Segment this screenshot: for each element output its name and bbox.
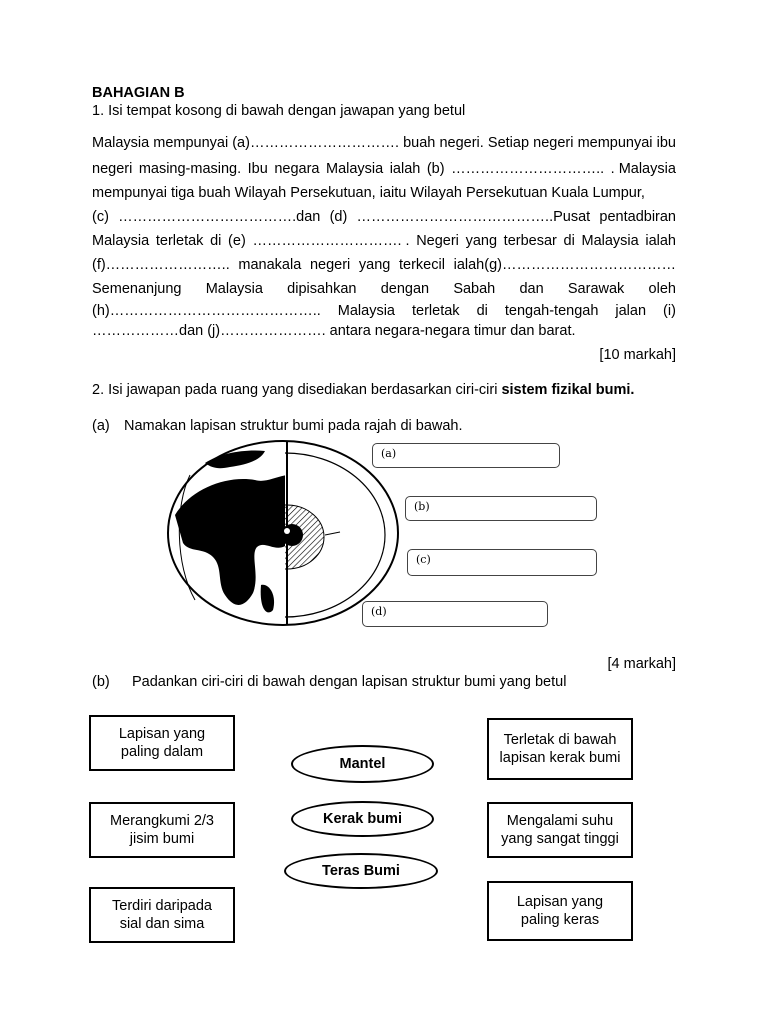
q1-word: ………………………….. — [451, 161, 605, 177]
q1-line-1 — [92, 134, 676, 152]
q1-line-4 — [92, 208, 676, 226]
q1-word: Malaysia — [325, 161, 384, 177]
q1-word: negara — [274, 161, 320, 177]
part-b-label: (b) — [92, 674, 110, 690]
diagram-label-b: (b) — [405, 496, 597, 521]
q1-word: negeri. — [439, 135, 484, 151]
q1-word: negeri — [92, 161, 133, 177]
q2-instruction-text: 2. Isi jawapan pada ruang yang disediakan berdasarkan ciri-ciri — [92, 382, 502, 398]
diagram-label-c: (c) — [407, 549, 597, 576]
q2-instruction — [92, 381, 634, 399]
right-box-2 — [487, 802, 633, 858]
q1-line-7 — [92, 280, 676, 298]
q1-line-3: mempunyai tiga buah Wilayah Persekutuan, iaitu Wilayah Persekutuan Kuala Lumpur, — [92, 185, 645, 201]
section-title: BAHAGIAN B — [92, 85, 185, 101]
oval-mantel: Mantel — [291, 745, 434, 783]
diagram-label-d: (d) — [362, 601, 548, 627]
q1-word: ……………………………….dan — [118, 209, 321, 225]
q1-word: Malaysia — [92, 233, 150, 249]
right-box-3 — [487, 881, 633, 941]
q1-line-2 — [92, 160, 676, 178]
q1-instruction: 1. Isi tempat kosong di bawah dengan jawapan yang betul — [92, 103, 466, 119]
q1-word: …………………………………..Pusat — [356, 209, 591, 225]
q1-word: mempunyai — [577, 135, 653, 151]
q1-word: masing-masing. — [138, 161, 242, 177]
right-box-1-text: Terletak di bawah lapisan kerak bumi — [499, 732, 621, 766]
q1-line-6 — [92, 256, 676, 274]
q1-word: Malaysia mempunyai (a)…………………………. — [92, 135, 399, 151]
q1-word: Negeri — [416, 233, 459, 249]
part-a-text: Namakan lapisan struktur bumi pada rajah di bawah. — [124, 418, 463, 434]
diagram-label-a: (a) — [372, 443, 560, 468]
q1-word: Malaysia — [581, 233, 639, 249]
q1-word: Malaysia — [205, 281, 263, 297]
q2-instruction-bold: sistem fizikal bumi. — [501, 382, 635, 398]
q1-word: (b) — [426, 161, 445, 177]
q1-line-9: ………………dan (j)…………………. antara negara-negara timur dan barat. — [92, 323, 576, 339]
q1-word: pentadbiran — [599, 209, 676, 225]
right-box-3-text: Lapisan yang paling keras — [516, 894, 604, 928]
q1-word: yang — [465, 233, 498, 249]
q1-word: Semenanjung — [92, 281, 182, 297]
q1-word: yang — [358, 257, 391, 273]
q1-word: (i) — [663, 303, 676, 319]
oval-teras-bumi: Teras Bumi — [284, 853, 438, 889]
q1-word: dengan — [380, 281, 430, 297]
q1-word: (h)…………………………………….. — [92, 303, 321, 319]
left-box-1 — [89, 715, 235, 771]
q1-line-8 — [92, 302, 676, 320]
q1-word: jalan — [615, 303, 647, 319]
q1-word: Malaysia — [337, 303, 395, 319]
q1-word: di — [210, 233, 222, 249]
q1-word: tengah-tengah — [504, 303, 599, 319]
q1-word: (d) — [329, 209, 348, 225]
q1-word: Ibu — [247, 161, 268, 177]
q1-word: (e) — [228, 233, 246, 249]
oval-kerak-bumi: Kerak bumi — [291, 801, 434, 837]
q1-word: ialah(g)……………………………… — [453, 257, 676, 273]
q1-word: manakala — [238, 257, 302, 273]
q1-marks: [10 markah] — [599, 347, 676, 363]
q1-word: . Malaysia — [610, 161, 676, 177]
right-box-1 — [487, 718, 633, 780]
q1-word: (f)…………………….. — [92, 257, 230, 273]
left-box-1-text: Lapisan yang paling dalam — [118, 726, 206, 760]
left-box-2 — [89, 802, 235, 858]
q1-word: terbesar — [503, 233, 557, 249]
inner-core — [281, 524, 303, 546]
q1-word: ialah — [645, 233, 676, 249]
q1-word: negeri — [309, 257, 351, 273]
q1-word: terletak — [155, 233, 204, 249]
part-a-marks: [4 markah] — [607, 656, 676, 672]
q1-word: terletak — [412, 303, 460, 319]
part-a-label: (a) — [92, 418, 110, 434]
q1-line-5 — [92, 232, 676, 250]
q1-word: ialah — [389, 161, 421, 177]
q1-word: dan — [519, 281, 544, 297]
q1-word: negeri — [533, 135, 574, 151]
q1-word: dipisahkan — [287, 281, 357, 297]
left-box-3-text: Terdiri daripada sial dan sima — [112, 898, 212, 932]
q1-word: Sabah — [453, 281, 496, 297]
q1-word: …………………………. . — [252, 233, 410, 249]
q1-word: Setiap — [487, 135, 530, 151]
q1-word: (c) — [92, 209, 109, 225]
left-box-3 — [89, 887, 235, 943]
right-box-2-text: Mengalami suhu yang sangat tinggi — [501, 813, 619, 847]
q1-word: Sarawak — [567, 281, 625, 297]
part-b-text: Padankan ciri-ciri di bawah dengan lapisan struktur bumi yang betul — [132, 674, 567, 690]
q1-word: buah — [403, 135, 436, 151]
q1-word: oleh — [648, 281, 676, 297]
left-box-2-text: Merangkumi 2/3 jisim bumi — [110, 813, 214, 847]
q1-word: di — [476, 303, 488, 319]
q1-word: di — [563, 233, 575, 249]
q1-word: terkecil — [399, 257, 445, 273]
q1-word: ibu — [656, 135, 676, 151]
